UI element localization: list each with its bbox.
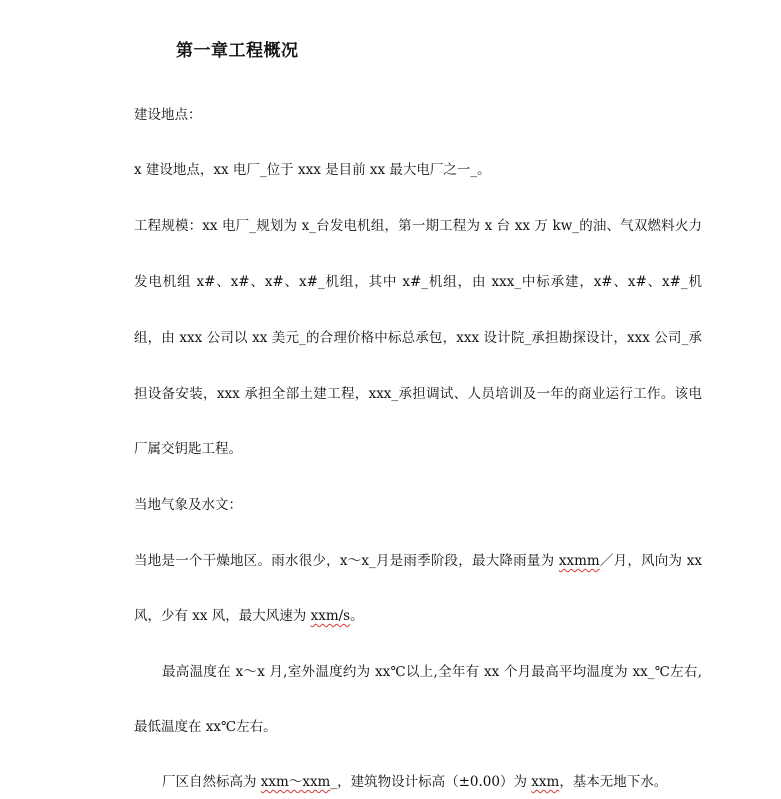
text-run: _，建筑物设计标高（±0.00）为 <box>330 774 532 790</box>
spellcheck-underlined-text: xxmm <box>558 553 600 569</box>
paragraph-temperature-line-2: 最低温度在 xx℃左右。 <box>134 719 277 735</box>
spellcheck-underlined-text: xxm～xxm <box>260 774 331 790</box>
chapter-title: 第一章工程概况 <box>176 41 299 61</box>
paragraph-scale-line-1: 工程规模：xx 电厂_规划为 x_台发电机组，第一期工程为 x 台 xx 万 kw_的油、气双燃料火力 <box>134 218 702 234</box>
text-run: 当地是一个干燥地区。雨水很少，x～x_月是雨季阶段，最大降雨量为 <box>134 553 559 569</box>
text-run: ，基本无地下水。 <box>559 774 668 790</box>
paragraph-scale-line-5: 厂属交钥匙工程。 <box>134 441 242 457</box>
paragraph-scale-line-4: 担设备安装，xxx 承担全部土建工程，xxx_承担调试、人员培训及一年的商业运行工作。该电 <box>134 386 702 402</box>
paragraph-elevation <box>162 772 702 792</box>
text-run: ／月，风向为 xx <box>599 553 702 569</box>
paragraph-temperature-line-1: 最高温度在 x～x 月,室外温度约为 xx℃以上,全年有 xx 个月最高平均温度为 xx_℃左右, <box>162 664 702 680</box>
paragraph-climate-line-1 <box>134 551 702 571</box>
text-run: 风，少有 xx 风，最大风速为 <box>134 608 311 624</box>
paragraph-scale-line-3: 组，由 xxx 公司以 xx 美元_的合理价格中标总承包，xxx 设计院_承担勘探设计，xxx 公司_承 <box>134 330 702 346</box>
paragraph-location: x 建设地点，xx 电厂_位于 xxx 是目前 xx 最大电厂之一_。 <box>134 162 491 178</box>
spellcheck-underlined-text: xxm <box>531 774 560 790</box>
paragraph-scale-line-2: 发电机组 x#、x#、x#、x#_机组，其中 x#_机组，由 xxx_中标承建，x#、x#、x#_机 <box>134 274 702 290</box>
section-heading-climate: 当地气象及水文： <box>134 497 242 513</box>
section-heading-location: 建设地点： <box>134 107 202 123</box>
spellcheck-underlined-text: xxm/s <box>310 608 351 624</box>
paragraph-climate-line-2 <box>134 606 702 626</box>
text-run: 。 <box>350 608 364 624</box>
text-run: 厂区自然标高为 <box>162 774 261 790</box>
